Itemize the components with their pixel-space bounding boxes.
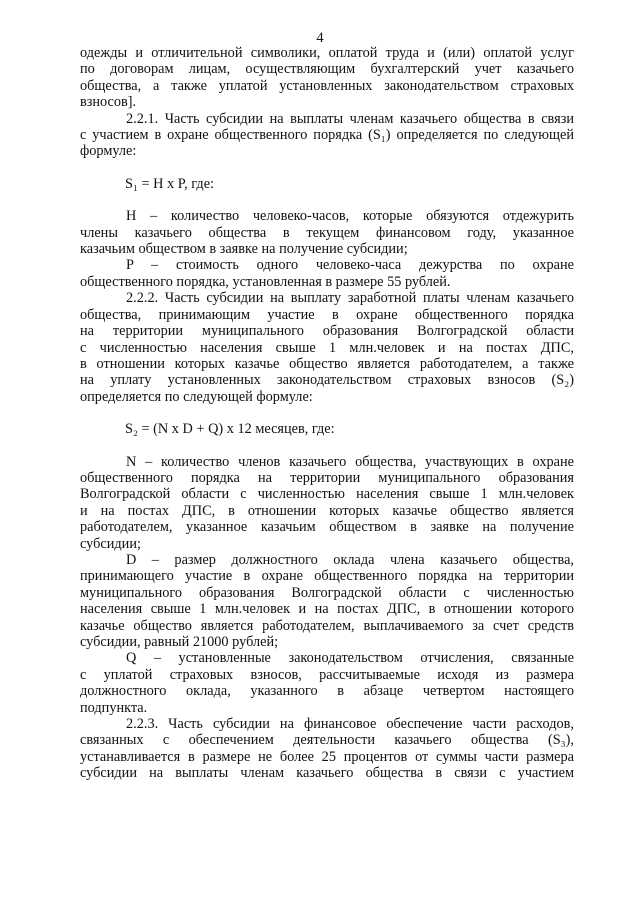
- paragraph-2-2-1: [80, 111, 574, 144]
- definition-h: [80, 208, 574, 241]
- paragraph-2-2-1-end: [80, 143, 574, 159]
- definition-h-end: [80, 241, 574, 257]
- line: с численностью населения свыше 1 млн.человек и на постах ДПС,: [80, 339, 574, 356]
- line: общества, принимающим участие в охране общественного порядка: [80, 306, 574, 323]
- page-number: 4: [316, 30, 324, 46]
- line: на уплату установленных законодательством страховых взносов (S₂): [80, 372, 574, 389]
- definition-n: [80, 454, 574, 536]
- line: Волгоградской области с численностью населения свыше 1 млн.человек: [80, 486, 574, 503]
- line: по договорам лицам, осуществляющим бухгалтерский учет казачьего: [80, 61, 574, 78]
- definition-q: [80, 650, 574, 699]
- line: 2.2.3. Часть субсидии на финансовое обеспечение части расходов,: [126, 716, 574, 733]
- line: устанавливается в размере не более 25 процентов от суммы части размера: [80, 748, 574, 765]
- line: определяется по следующей формуле:: [80, 388, 313, 405]
- line: принимающего участие в охране общественного порядка на территории: [80, 568, 574, 585]
- paragraph-continuation-end: [80, 94, 574, 110]
- line: H – количество человеко-часов, которые обязуются отдежурить: [126, 208, 574, 225]
- line: субсидии;: [80, 535, 141, 552]
- line: одежды и отличительной символики, оплатой труда и (или) оплатой услуг: [80, 45, 574, 61]
- line: муниципального образования Волгоградской области с численностью: [80, 584, 574, 601]
- line: с уплатой страховых взносов, рассчитываемые исходя из размера: [80, 666, 574, 683]
- line: 2.2.2. Часть субсидии на выплату заработной платы членам казачьего: [126, 290, 574, 307]
- line: и на постах ДПС, в отношении которых казачье общество является: [80, 502, 574, 519]
- line: члены казачьего общества в текущем финансовом году, указанное: [80, 224, 574, 241]
- line: 2.2.1. Часть субсидии на выплаты членам казачьего общества в связи: [126, 110, 574, 127]
- definition-d-end: [80, 634, 574, 650]
- line: N – количество членов казачьего общества, участвующих в охране: [126, 453, 574, 470]
- line: субсидии, равный 21000 рублей;: [80, 634, 279, 650]
- line: P – стоимость одного человеко-часа дежурства по охране: [126, 257, 574, 274]
- definition-q-end: [80, 700, 574, 716]
- paragraph-2-2-2: [80, 290, 574, 388]
- paragraph-continuation: [80, 45, 574, 94]
- formula-s1: S₁ = H x P, где:: [125, 175, 215, 192]
- definition-p: [80, 257, 574, 273]
- paragraph-2-2-2-end: [80, 389, 574, 405]
- definition-n-end: [80, 536, 574, 552]
- line: подпункта.: [80, 699, 148, 716]
- line: общественного порядка на территории муниципального образования: [80, 469, 574, 486]
- paragraph-2-2-3: [80, 716, 574, 782]
- definition-p-end: [80, 274, 574, 290]
- line: работодателем, указанное казачьим обществом в заявке на получение: [80, 519, 574, 536]
- line: общественного порядка, установленная в размере 55 рублей.: [80, 273, 451, 290]
- line: казачье общество является работодателем, выплачиваемого за счет средств: [80, 617, 574, 634]
- line: взносов].: [80, 94, 137, 111]
- line: формуле:: [80, 143, 137, 160]
- document-body: [80, 45, 574, 782]
- line: Q – установленные законодательством отчисления, связанные: [126, 650, 574, 667]
- line: общества, а также уплатой установленных законодательством страховых: [80, 77, 574, 94]
- line: D – размер должностного оклада члена казачьего общества,: [126, 551, 574, 568]
- line: с участием в охране общественного порядка (S₁) определяется по следующей: [80, 127, 574, 144]
- formula-s2: S₂ = (N x D + Q) x 12 месяцев, где:: [125, 421, 335, 438]
- line: казачьим обществом в заявке на получение субсидии;: [80, 241, 408, 258]
- line: должностного оклада, указанного в абзаце четвертом настоящего: [80, 683, 574, 700]
- line: связанных с обеспечением деятельности казачьего общества (S₃),: [80, 732, 574, 749]
- line: субсидии на выплаты членам казачьего общества в связи с участием: [80, 765, 574, 782]
- line: на территории муниципального образования Волгоградской области: [80, 323, 574, 340]
- line: в отношении которых казачье общество является работодателем, а также: [80, 355, 574, 372]
- definition-d: [80, 552, 574, 634]
- line: населения свыше 1 млн.человек и на постах ДПС, в отношении которого: [80, 601, 574, 618]
